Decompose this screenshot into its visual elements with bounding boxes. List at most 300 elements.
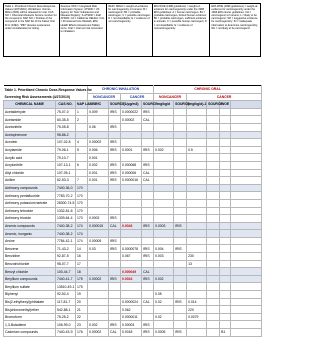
cell-unit-risk: 0.0000024 [121, 298, 142, 306]
cell-slope-factor [187, 283, 207, 291]
cell-nap-label: 170 [76, 192, 88, 200]
cell-slope-factor [187, 268, 207, 276]
cell-chemical-name: Acetamide [4, 116, 56, 124]
cell-oral-rfd [154, 207, 174, 215]
cell-woe [220, 184, 231, 192]
dose-response-table [3, 85, 262, 337]
cell-oral-cancer-source [207, 268, 220, 276]
cell-oral-source: IRIS [174, 298, 187, 306]
cell-oral-source [174, 275, 187, 283]
header-note-4: EPA WOE (1986 guidelines) = weight-of-evidence for carcinogenicity under the 1986 EPA guidelines: A = human carcinogen; B1 = probable carcinogen, limited human evidence; B2 = probable carcinogen, sufficient evidence in animals; C = possible human carcinogen; D = not classifiable; E = evidence of noncarcinogenicity. [153, 4, 211, 56]
cell-spacer [231, 321, 262, 329]
cell-rfc-value: 0.000015 [88, 222, 109, 230]
cell-rfc-value [88, 291, 109, 299]
cell-chemical-name: Antimony potassium tartrate [4, 199, 56, 207]
cell-unit-risk: 0.0018 [121, 329, 142, 337]
table-row [4, 313, 262, 321]
cell-spacer [231, 169, 262, 177]
cell-oral-source [174, 237, 187, 245]
cell-unit-risk [121, 139, 142, 147]
col-oral-rfd: mg/kg/d [154, 101, 174, 109]
cell-spacer [231, 161, 262, 169]
table-row [4, 123, 262, 131]
inh-cancer-label: CANCER [121, 93, 154, 101]
cell-slope-factor: 0.5 [187, 146, 207, 154]
cell-oral-cancer-source [207, 192, 220, 200]
cell-slope-factor [187, 169, 207, 177]
col-inh-source: SOURCE [110, 102, 125, 107]
cell-oral-cancer-source [207, 306, 220, 314]
cell-chemical-name: Beryllium compounds [4, 275, 56, 283]
cell-rfc-value: 0.002 [88, 161, 109, 169]
cell-woe [220, 291, 231, 299]
cell-oral-source: IRIS [174, 245, 187, 253]
cell-inh-cancer-source [142, 184, 154, 192]
cell-oral-cancer-source [207, 184, 220, 192]
cell-nap-label: 21 [76, 306, 88, 314]
cell-oral-cancer-source [207, 154, 220, 162]
group-chronic-inhalation: CHRONIC INHALATION [88, 86, 154, 94]
table-row [4, 116, 262, 124]
cell-chemical-name: Acetaldehyde [4, 108, 56, 116]
cell-spacer [231, 146, 262, 154]
table-row [4, 199, 262, 207]
table-row [4, 139, 262, 147]
table-row [4, 306, 262, 314]
cell-cas-no: 1332-81-6 [56, 207, 76, 215]
col-inh-cancer-source: SOURCE [143, 102, 158, 107]
cell-chemical-name: Arsenic, inorganic [4, 230, 56, 238]
cell-slope-factor [187, 108, 207, 116]
cell-inh-source [109, 253, 121, 261]
cell-oral-cancer-source [207, 245, 220, 253]
cell-cas-no: 28300-74-5 [57, 201, 75, 206]
cell-nap-label: 175 [76, 275, 88, 283]
cell-oral-cancer-source [207, 237, 220, 245]
cell-oral-rfd [154, 230, 174, 238]
cell-nap-label: 7 [76, 177, 88, 185]
cell-chemical-name: Antimony pentafluoride [4, 192, 56, 200]
cell-chemical-name: Allyl chloride [4, 169, 56, 177]
cell-slope-factor: 230 [187, 253, 207, 261]
cell-oral-rfd [154, 260, 174, 268]
cell-oral-rfd: 0.003 [154, 253, 174, 261]
cell-unit-risk: 0.0024 [121, 275, 142, 283]
cell-nap-label: 170 [76, 207, 88, 215]
cell-oral-source [174, 199, 187, 207]
table-row [4, 192, 262, 200]
col-unit-risk: (1/µg/m3) [121, 101, 142, 109]
cell-unit-risk: 0.062 [121, 306, 142, 314]
cell-inh-source: CAL [109, 222, 121, 230]
cell-oral-source [174, 268, 187, 276]
cell-cas-no: 1309-64-4 [56, 215, 76, 223]
cell-spacer [231, 123, 262, 131]
cell-woe [220, 123, 231, 131]
cell-oral-cancer-source [207, 313, 220, 321]
table-title-line-2: Screening Risk Assessments (4/27/2010) [4, 94, 70, 99]
cell-rfc-value [88, 268, 109, 276]
cell-chemical-name: Acrylonitrile [4, 161, 56, 169]
inh-noncancer-label: NONCANCER [88, 93, 121, 101]
table-row [4, 291, 262, 299]
col-rfc: RfC [88, 101, 109, 109]
cell-chemical-name: Acrylic acid [4, 154, 56, 162]
cell-spacer [231, 268, 262, 276]
cell-nap-label: 170 [76, 215, 88, 223]
cell-cas-no: 7440-36-0 [56, 184, 76, 192]
cell-unit-risk [121, 230, 142, 238]
cell-cas-no: 7440-41-7 [56, 275, 76, 283]
cell-oral-source [174, 215, 187, 223]
cell-oral-source [174, 291, 187, 299]
cell-unit-risk: 0.0000022 [121, 108, 142, 116]
cell-oral-cancer-source [207, 329, 220, 337]
cell-rfc-value: 0.06 [88, 123, 109, 131]
cell-unit-risk [121, 260, 142, 268]
cell-chemical-name: Antimony trioxide [4, 215, 56, 223]
cell-spacer [231, 108, 262, 116]
cell-slope-factor [187, 230, 207, 238]
table-row [4, 169, 262, 177]
oral-noncancer-label: NONCANCER [154, 93, 187, 101]
cell-spacer [231, 207, 262, 215]
cell-chemical-name: Biphenyl [4, 291, 56, 299]
table-row [4, 298, 262, 306]
cell-inh-cancer-source [142, 154, 154, 162]
cell-inh-cancer-source [142, 215, 154, 223]
cell-chemical-name: Bis(2-ethylhexyl)phthalate [4, 298, 56, 306]
cell-slope-factor [187, 321, 207, 329]
cell-woe [220, 131, 231, 139]
cell-oral-source: IRIS [174, 329, 187, 337]
cell-slope-factor [187, 215, 207, 223]
cell-slope-factor [187, 154, 207, 162]
cell-inh-cancer-source: IRIS [142, 275, 154, 283]
cell-oral-rfd: 0.02 [154, 313, 174, 321]
table-row [4, 268, 262, 276]
cell-inh-cancer-source [142, 291, 154, 299]
header-note-5: EPA WOE (1996 guidelines) = weight-of-evidence for carcinogenicity under the 1996 EPA cancer guidelines: CH = carcinogenic to humans; L = likely to be carcinogenic; SD = suggestive evidence for carcinogenicity; IN = inadequate information to determine carcinogenicity; NH = not likely to be carcinogenic. [211, 5, 259, 30]
cell-inh-cancer-source: CAL [142, 169, 154, 177]
cell-spacer [231, 283, 262, 291]
cell-spacer [231, 184, 262, 192]
cell-chemical-name: Acrolein [4, 139, 56, 147]
cell-nap-label: 4 [76, 139, 88, 147]
cell-unit-risk [121, 207, 142, 215]
cell-cas-no: 7440-38-2 [56, 222, 76, 230]
cell-oral-rfd: 0.0003 [154, 222, 174, 230]
cell-oral-cancer-source [207, 260, 220, 268]
cell-slope-factor [187, 116, 207, 124]
cell-unit-risk: 0.00003 [121, 321, 142, 329]
cell-slope-factor [187, 199, 207, 207]
table-row [4, 184, 262, 192]
cell-oral-rfd [154, 161, 174, 169]
cell-inh-source [109, 207, 121, 215]
cell-oral-rfd [154, 108, 174, 116]
cell-nap-label [76, 154, 88, 162]
cell-inh-source [109, 298, 121, 306]
cell-inh-source [109, 192, 121, 200]
cell-cas-no: 75-25-2 [56, 313, 76, 321]
cell-rfc-value [88, 207, 109, 215]
table-row [4, 215, 262, 223]
col-chemical-name: CHEMICAL NAME [4, 101, 56, 109]
cell-chemical-name: Cadmium compounds [4, 329, 56, 337]
cell-rfc-value [88, 253, 109, 261]
cell-oral-rfd: 0.05 [154, 291, 174, 299]
cell-oral-rfd [154, 123, 174, 131]
cell-unit-risk [121, 131, 142, 139]
cell-cas-no: 106-99-0 [56, 321, 76, 329]
cell-oral-source [174, 177, 187, 185]
cell-inh-cancer-source: CAL [142, 177, 154, 185]
cell-nap-label: 174 [76, 237, 88, 245]
cell-cas-no: 71-43-2 [56, 245, 76, 253]
cell-inh-source: CAL [109, 329, 121, 337]
header-notes-box [3, 3, 261, 57]
cell-oral-cancer-source [207, 116, 220, 124]
cell-inh-source [109, 306, 121, 314]
cell-nap-label: 170 [76, 184, 88, 192]
cell-oral-rfd [154, 184, 174, 192]
cell-cas-no: 79-10-7 [56, 154, 76, 162]
cell-spacer [231, 116, 262, 124]
cell-slope-factor [187, 245, 207, 253]
cell-chemical-name: Benzene [4, 245, 56, 253]
cell-chemical-name: Acrylamide [4, 146, 56, 154]
table-row [4, 108, 262, 116]
oral-cancer-label: CANCER [187, 93, 262, 101]
cell-unit-risk [121, 291, 142, 299]
cell-inh-source: IRIS [109, 237, 121, 245]
cell-slope-factor [187, 275, 207, 283]
cell-inh-source: IRIS [109, 139, 121, 147]
cell-inh-cancer-source: IRIS [142, 329, 154, 337]
cell-oral-cancer-source [207, 131, 220, 139]
cell-oral-source [174, 306, 187, 314]
table-row [4, 161, 262, 169]
cell-rfc-value [88, 192, 109, 200]
cell-spacer [231, 177, 262, 185]
cell-spacer [231, 291, 262, 299]
cell-slope-factor [187, 329, 207, 337]
cell-oral-rfd: 0.004 [154, 245, 174, 253]
cell-unit-risk [121, 192, 142, 200]
cell-inh-cancer-source: IRIS [142, 222, 154, 230]
cell-woe [220, 169, 231, 177]
cell-chemical-name: Arsine [4, 237, 56, 245]
col-woe: WOE [221, 102, 230, 107]
cell-inh-source: IRIS [109, 146, 121, 154]
cell-slope-factor: 0.014 [187, 298, 207, 306]
cell-inh-source [109, 154, 121, 162]
cell-oral-cancer-source [207, 291, 220, 299]
cell-woe [220, 199, 231, 207]
cell-inh-cancer-source [142, 207, 154, 215]
cell-cas-no: 62-53-3 [56, 177, 76, 185]
cell-rfc-value: 0.001 [88, 177, 109, 185]
cell-spacer [231, 260, 262, 268]
cell-slope-factor [187, 177, 207, 185]
cell-oral-source [174, 283, 187, 291]
cell-inh-source: IRIS [109, 161, 121, 169]
cell-oral-cancer-source [207, 177, 220, 185]
cell-nap-label: 174 [76, 230, 88, 238]
cell-inh-cancer-source: IRIS [142, 161, 154, 169]
col-cas-no: CAS NO. [56, 101, 76, 109]
cell-rfc-value: 0.0002 [88, 215, 109, 223]
cell-oral-cancer-source [207, 215, 220, 223]
cell-inh-cancer-source: CAL [142, 298, 154, 306]
cell-unit-risk: 0.0000016 [121, 177, 142, 185]
cell-oral-cancer-source [207, 161, 220, 169]
cell-rfc-value: 0.001 [88, 169, 109, 177]
table-row [4, 237, 262, 245]
cell-slope-factor: 13 [187, 260, 207, 268]
cell-nap-label: 22 [76, 313, 88, 321]
cell-rfc-value [88, 230, 109, 238]
cell-rfc-value: 0.006 [88, 146, 109, 154]
cell-oral-rfd [154, 237, 174, 245]
cell-cas-no: 107-13-1 [56, 161, 76, 169]
cell-oral-cancer-source [207, 199, 220, 207]
cell-unit-risk [121, 184, 142, 192]
cell-oral-rfd [154, 283, 174, 291]
table-row [4, 131, 262, 139]
cell-inh-source: IRIS [109, 275, 121, 283]
cell-inh-cancer-source [142, 306, 154, 314]
cell-spacer [231, 253, 262, 261]
cell-cas-no: 79-06-1 [56, 146, 76, 154]
cell-chemical-name: Benzyl chloride [4, 268, 56, 276]
cell-inh-source [109, 116, 121, 124]
cell-rfc-value [88, 283, 109, 291]
cell-nap-label: 18 [76, 268, 88, 276]
cell-inh-source [109, 230, 121, 238]
cell-oral-rfd: 0.002 [154, 146, 174, 154]
cell-rfc-value: 0.009 [88, 108, 109, 116]
cell-woe [220, 215, 231, 223]
cell-chemical-name: Arsenic compounds [4, 222, 56, 230]
cell-inh-source: IRIS [109, 123, 121, 131]
table-row [4, 207, 262, 215]
cell-oral-cancer-source [207, 275, 220, 283]
cell-oral-rfd [154, 139, 174, 147]
cell-unit-risk [121, 215, 142, 223]
cell-nap-label: 174 [76, 222, 88, 230]
cell-slope-factor [187, 222, 207, 230]
cell-oral-rfd [154, 268, 174, 276]
table-row [4, 283, 262, 291]
cell-spacer [231, 298, 262, 306]
cell-slope-factor [187, 207, 207, 215]
table-row [4, 222, 262, 230]
table-title-line-1: Table 1. Prioritized Chronic Dose-Response Values for [4, 86, 88, 94]
cell-woe [220, 108, 231, 116]
cell-oral-source [174, 146, 187, 154]
cell-oral-source [174, 321, 187, 329]
cell-chemical-name: Acetonitrile [4, 123, 56, 131]
cell-spacer [231, 222, 262, 230]
cell-inh-source: IRIS [109, 169, 121, 177]
cell-oral-rfd [154, 169, 174, 177]
cell-rfc-value [88, 184, 109, 192]
table-row [4, 260, 262, 268]
cell-inh-source: IRIS [109, 245, 121, 253]
cell-rfc-value: 0.00002 [88, 139, 109, 147]
cell-inh-cancer-source: CAL [142, 268, 154, 276]
table-row [4, 329, 262, 337]
cell-chemical-name: Acetophenone [4, 131, 56, 139]
cell-inh-source [109, 268, 121, 276]
cell-oral-rfd [154, 199, 174, 207]
cell-cas-no: 98-86-2 [56, 131, 76, 139]
cell-chemical-name: 1,3-Butadiene [4, 321, 56, 329]
cell-unit-risk [121, 123, 142, 131]
cell-woe: B1 [220, 329, 231, 337]
cell-chemical-name: Beryllium sulfate [4, 283, 56, 291]
group-chronic-oral: CHRONIC ORAL [154, 86, 262, 94]
cell-slope-factor: 0.0079 [187, 313, 207, 321]
cell-inh-cancer-source [142, 131, 154, 139]
cell-oral-cancer-source [207, 108, 220, 116]
cell-cas-no: 92-87-5 [56, 253, 76, 261]
table-row [4, 321, 262, 329]
table-body [4, 108, 262, 336]
cell-rfc-value: 0.00002 [88, 275, 109, 283]
cell-slope-factor [187, 161, 207, 169]
cell-spacer [231, 230, 262, 238]
cell-woe [220, 222, 231, 230]
cell-nap-label [76, 123, 88, 131]
table-row [4, 177, 262, 185]
header-note-1: Table 1. Prioritized Chronic Dose-Response Values (4/27/2010). Worksheet: chronic-MRLs (IRIS) will be released for oral. CAS NO = Chemical Abstracts Service number for the compound. NAP NO = Position of the compound in the NAP list of the Kalow Oral R.Cr (1992). "RfD" denotes sustenance under consideration for listing. [4, 4, 60, 56]
col-oral-source: SOURCE [175, 102, 190, 107]
cell-nap-label: 170 [76, 199, 88, 207]
cell-rfc-value [88, 260, 109, 268]
cell-woe [220, 283, 231, 291]
cell-cas-no: 98-07-7 [56, 260, 76, 268]
table-row [4, 253, 262, 261]
cell-nap-label: 19 [76, 291, 88, 299]
cell-oral-rfd [154, 321, 174, 329]
cell-woe [220, 275, 231, 283]
cell-inh-cancer-source: IRIS [142, 108, 154, 116]
cell-woe [220, 321, 231, 329]
cell-oral-rfd [154, 177, 174, 185]
cell-oral-source [174, 131, 187, 139]
cell-oral-rfd [154, 154, 174, 162]
cell-oral-source [174, 108, 187, 116]
cell-oral-cancer-source [207, 207, 220, 215]
cell-inh-source: IRIS [109, 321, 121, 329]
cell-chemical-name: Antimony tetroxide [4, 207, 56, 215]
cell-spacer [231, 215, 262, 223]
cell-rfc-value: 0.00002 [88, 329, 109, 337]
cell-rfc-value [88, 131, 109, 139]
cell-spacer [231, 237, 262, 245]
cell-inh-source [109, 184, 121, 192]
cell-chemical-name: Antimony compounds [4, 184, 56, 192]
cell-oral-rfd: 0.002 [154, 275, 174, 283]
cell-rfc-value: 0.03 [88, 245, 109, 253]
cell-oral-source [174, 123, 187, 131]
cell-nap-label: 20 [76, 298, 88, 306]
cell-cas-no: 7784-42-1 [56, 237, 76, 245]
cell-oral-source [174, 139, 187, 147]
